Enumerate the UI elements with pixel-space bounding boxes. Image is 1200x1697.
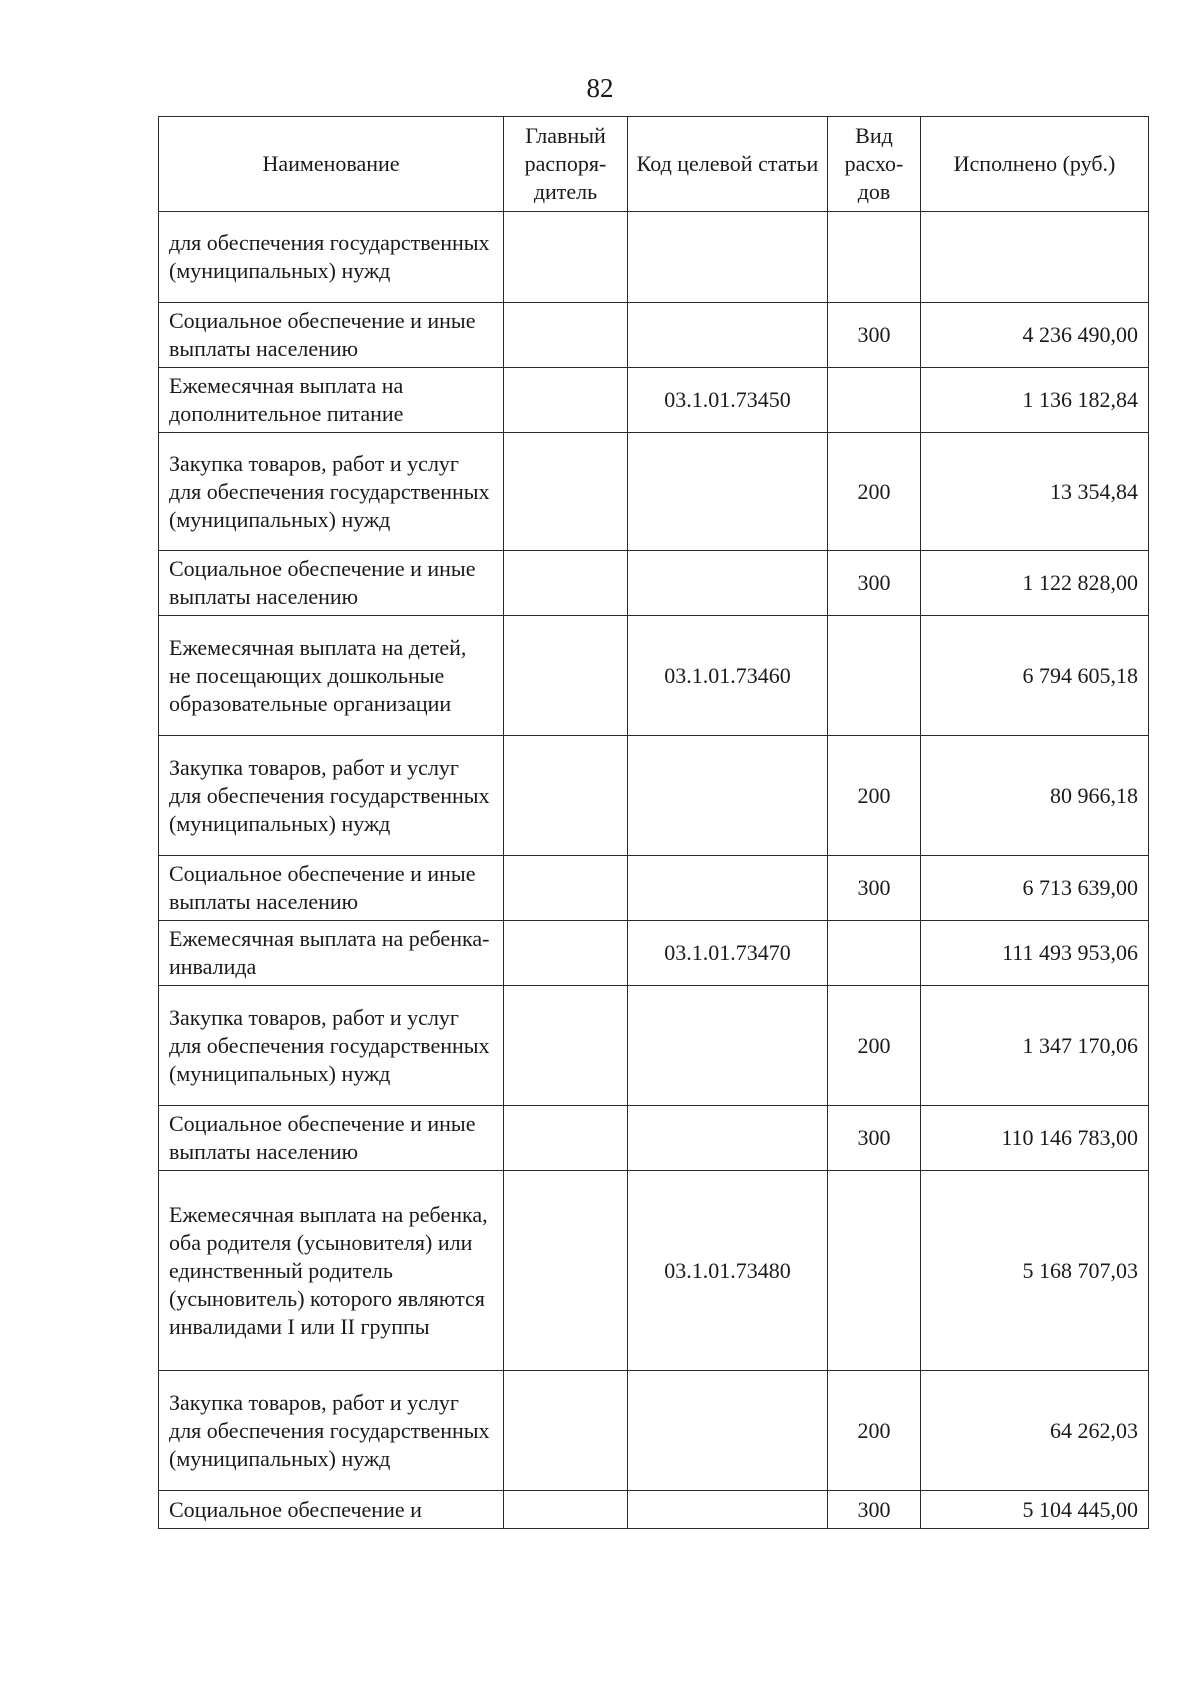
row-code: [628, 736, 828, 856]
row-amount: [921, 212, 1149, 303]
table-row: [159, 1491, 1149, 1529]
row-name: Социальное обеспечение и иные выплаты населению: [159, 551, 504, 616]
row-amount: 4 236 490,00: [921, 303, 1149, 368]
table-row: [159, 986, 1149, 1106]
row-amount: 5 168 707,03: [921, 1171, 1149, 1371]
row-amount: 1 347 170,06: [921, 986, 1149, 1106]
row-type: 200: [828, 736, 921, 856]
row-type: [828, 616, 921, 736]
table-row: [159, 368, 1149, 433]
page-number: 82: [586, 73, 614, 103]
row-name: Социальное обеспечение и: [159, 1491, 504, 1529]
row-code: 03.1.01.73480: [628, 1171, 828, 1371]
table-header-row: [159, 117, 1149, 212]
row-type: 200: [828, 986, 921, 1106]
row-type: 300: [828, 551, 921, 616]
table-row: [159, 616, 1149, 736]
row-amount: 5 104 445,00: [921, 1491, 1149, 1529]
row-manager: [504, 1171, 628, 1371]
row-manager: [504, 986, 628, 1106]
row-code: 03.1.01.73470: [628, 921, 828, 986]
row-manager: [504, 1371, 628, 1491]
table-row: [159, 212, 1149, 303]
row-type: 200: [828, 433, 921, 551]
header-name: Наименование: [159, 117, 504, 212]
row-code: [628, 433, 828, 551]
budget-execution-table: [158, 116, 1149, 1529]
row-code: [628, 212, 828, 303]
table-row: [159, 433, 1149, 551]
header-target-code: Код целевой статьи: [628, 117, 828, 212]
row-amount: 13 354,84: [921, 433, 1149, 551]
table-row: [159, 1371, 1149, 1491]
row-type: 200: [828, 1371, 921, 1491]
row-name: Социальное обеспечение и иные выплаты населению: [159, 303, 504, 368]
row-code: 03.1.01.73450: [628, 368, 828, 433]
row-type: 300: [828, 856, 921, 921]
row-name: Социальное обеспечение и иные выплаты населению: [159, 1106, 504, 1171]
row-type: [828, 921, 921, 986]
row-type: 300: [828, 1491, 921, 1529]
row-amount: 110 146 783,00: [921, 1106, 1149, 1171]
table-row: [159, 551, 1149, 616]
row-code: [628, 986, 828, 1106]
row-name: Закупка товаров, работ и услуг для обеспечения государственных (муниципальных) нужд: [159, 986, 504, 1106]
row-code: [628, 856, 828, 921]
table-row: [159, 736, 1149, 856]
row-type: [828, 368, 921, 433]
row-manager: [504, 736, 628, 856]
row-manager: [504, 921, 628, 986]
row-code: 03.1.01.73460: [628, 616, 828, 736]
table-row: [159, 921, 1149, 986]
row-type: 300: [828, 1106, 921, 1171]
row-manager: [504, 551, 628, 616]
row-amount: 6 713 639,00: [921, 856, 1149, 921]
header-expense-type: Вид расхо-дов: [828, 117, 921, 212]
row-manager: [504, 616, 628, 736]
row-type: 300: [828, 303, 921, 368]
row-name: для обеспечения государственных (муниципальных) нужд: [159, 212, 504, 303]
row-name: Закупка товаров, работ и услуг для обеспечения государственных (муниципальных) нужд: [159, 736, 504, 856]
row-manager: [504, 368, 628, 433]
row-code: [628, 1106, 828, 1171]
row-name: Ежемесячная выплата на ребенка-инвалида: [159, 921, 504, 986]
row-amount: 111 493 953,06: [921, 921, 1149, 986]
row-name: Ежемесячная выплата на ребенка, оба родителя (усыновителя) или единственный родитель (усыновитель) которого являются инвалидами I или II группы: [159, 1171, 504, 1371]
header-chief-manager: Главный распоря-дитель: [504, 117, 628, 212]
row-amount: 1 122 828,00: [921, 551, 1149, 616]
row-name: Закупка товаров, работ и услуг для обеспечения государственных (муниципальных) нужд: [159, 433, 504, 551]
row-code: [628, 1371, 828, 1491]
row-name: Закупка товаров, работ и услуг для обеспечения государственных (муниципальных) нужд: [159, 1371, 504, 1491]
row-manager: [504, 303, 628, 368]
table-row: [159, 1106, 1149, 1171]
row-amount: 80 966,18: [921, 736, 1149, 856]
row-code: [628, 1491, 828, 1529]
row-amount: 6 794 605,18: [921, 616, 1149, 736]
row-name: Ежемесячная выплата на детей, не посещающих дошкольные образовательные организации: [159, 616, 504, 736]
row-manager: [504, 212, 628, 303]
row-name: Социальное обеспечение и иные выплаты населению: [159, 856, 504, 921]
row-amount: 1 136 182,84: [921, 368, 1149, 433]
row-code: [628, 303, 828, 368]
header-executed-amount: Исполнено (руб.): [921, 117, 1149, 212]
row-code: [628, 551, 828, 616]
row-type: [828, 212, 921, 303]
row-amount: 64 262,03: [921, 1371, 1149, 1491]
table-row: [159, 1171, 1149, 1371]
row-manager: [504, 1491, 628, 1529]
row-name: Ежемесячная выплата на дополнительное питание: [159, 368, 504, 433]
row-manager: [504, 1106, 628, 1171]
row-manager: [504, 433, 628, 551]
table-row: [159, 303, 1149, 368]
row-type: [828, 1171, 921, 1371]
table-row: [159, 856, 1149, 921]
row-manager: [504, 856, 628, 921]
